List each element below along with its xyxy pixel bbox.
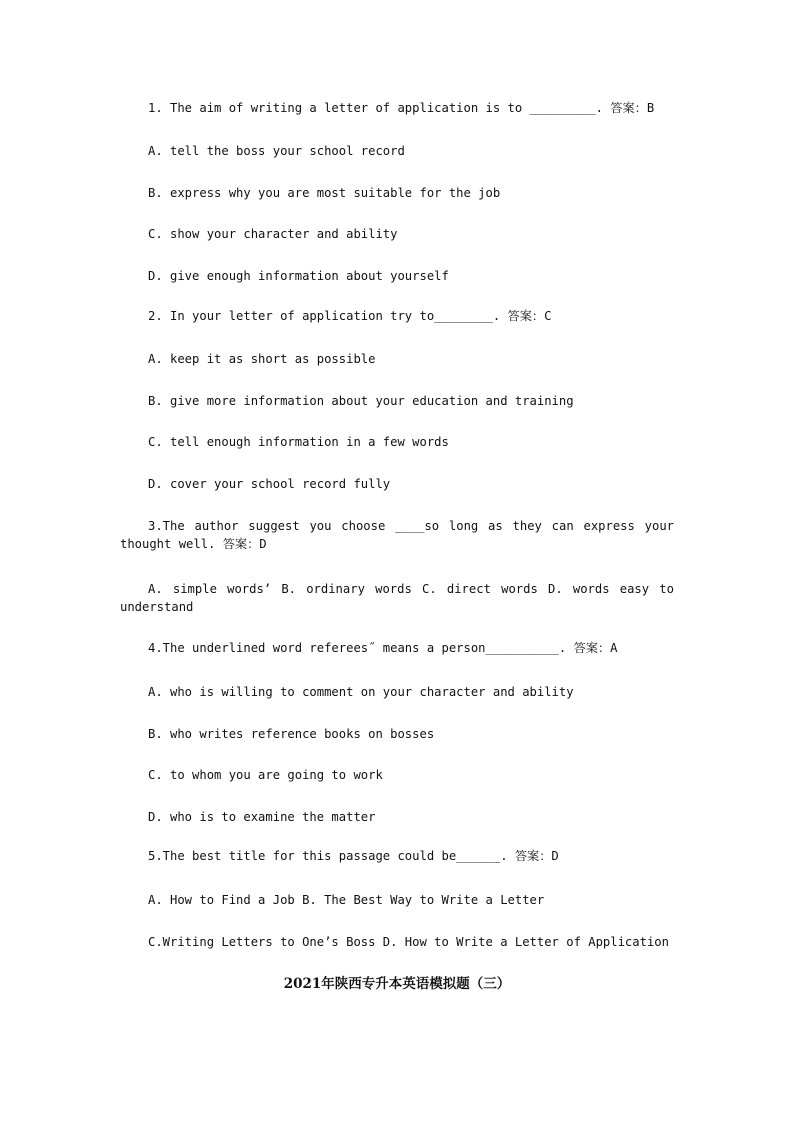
option-a: A. tell the boss your school record bbox=[148, 144, 405, 158]
option-row-1: A. How to Find a Job B. The Best Way to Write a Letter bbox=[148, 893, 545, 907]
option-row-2: C.Writing Letters to One’s Boss D. How to Write a Letter of Application bbox=[148, 935, 669, 949]
option-a: A. keep it as short as possible bbox=[148, 352, 376, 366]
option-c: C. to whom you are going to work bbox=[148, 768, 383, 782]
option-b: B. give more information about your education and training bbox=[148, 394, 574, 408]
option-b: B. express why you are most suitable for the job bbox=[148, 186, 501, 200]
question-stem: 2. In your letter of application try to________. 答案：C bbox=[148, 309, 552, 323]
section-title: 2021年陕西专升本英语模拟题（三） bbox=[283, 976, 511, 992]
question-stem: 1. The aim of writing a letter of application is to _________. 答案：B bbox=[148, 101, 655, 115]
question-stem: 4.The underlined word referees˝ means a person__________. 答案：A bbox=[148, 641, 618, 655]
option-d: D. give enough information about yourself bbox=[148, 269, 449, 283]
option-row: A. simple words’ B. ordinary words C. direct words D. words easy to understand bbox=[120, 582, 674, 614]
option-c: C. show your character and ability bbox=[148, 227, 398, 241]
option-d: D. who is to examine the matter bbox=[148, 810, 376, 824]
option-c: C. tell enough information in a few words bbox=[148, 435, 449, 449]
option-d: D. cover your school record fully bbox=[148, 477, 391, 491]
option-a: A. who is willing to comment on your character and ability bbox=[148, 685, 574, 699]
question-stem: 5.The best title for this passage could be______. 答案：D bbox=[148, 849, 559, 863]
question-stem: 3.The author suggest you choose ____so long as they can express your thought well. 答案：D bbox=[120, 519, 674, 551]
option-b: B. who writes reference books on bosses bbox=[148, 727, 435, 741]
